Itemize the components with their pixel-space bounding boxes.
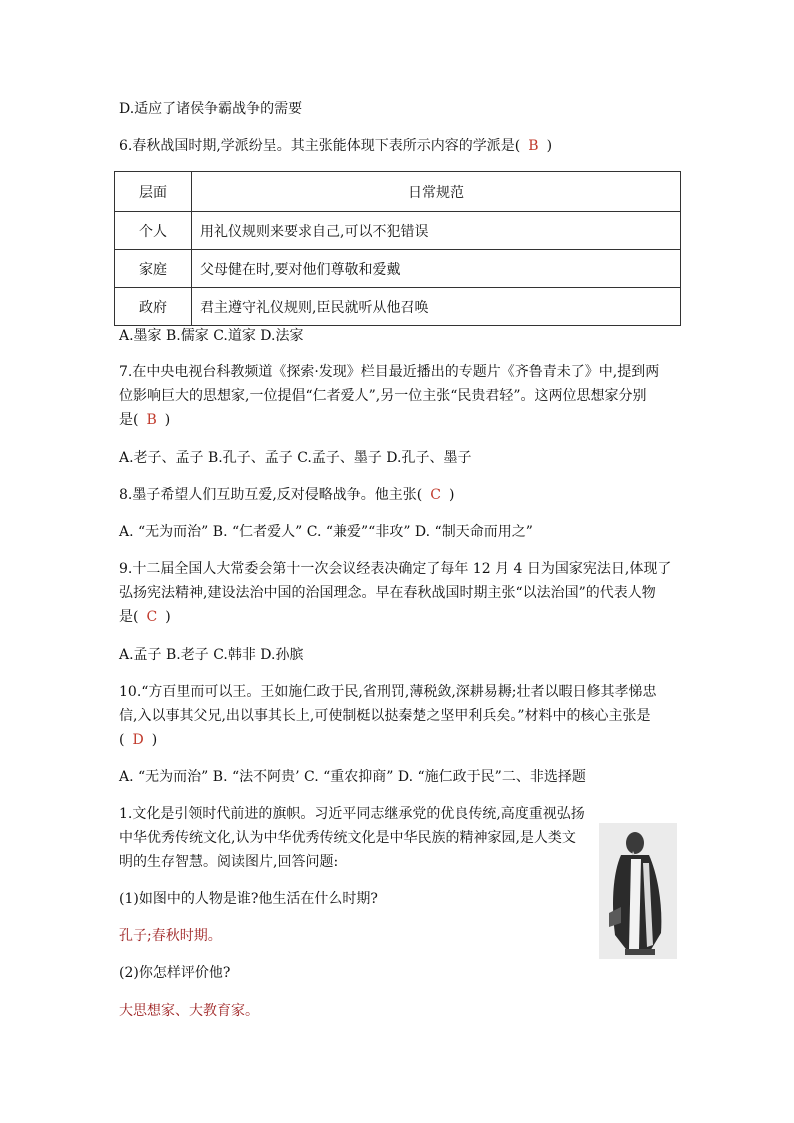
confucius-portrait bbox=[599, 823, 677, 959]
norms-table bbox=[114, 171, 681, 326]
table-cell-norm: 君主遵守礼仪规则,臣民就听从他召唤 bbox=[192, 288, 681, 326]
question-6 bbox=[119, 136, 552, 156]
question-8-close: ) bbox=[449, 487, 455, 503]
question-6-options: A.墨家 B.儒家 C.道家 D.法家 bbox=[119, 328, 304, 344]
table-header-row bbox=[115, 172, 681, 212]
option-d-line: D.适应了诸侯争霸战争的需要 bbox=[119, 101, 303, 117]
question-10-text: ( bbox=[119, 732, 125, 748]
sub-answer-2: 大思想家、大教育家。 bbox=[119, 1003, 259, 1019]
question-10-line-2: 信,入以事其父兄,出以事其长上,可使制梃以挞秦楚之坚甲利兵矣。”材料中的核心主张是 bbox=[119, 708, 651, 724]
section-2-q1-line-2: 中华优秀传统文化,认为中华优秀传统文化是中华民族的精神家园,是人类文 bbox=[119, 830, 576, 846]
question-9-line-3 bbox=[119, 607, 171, 627]
question-9-text: 是( bbox=[119, 609, 139, 625]
table-cell-level: 家庭 bbox=[115, 250, 192, 288]
sub-question-1: (1)如图中的人物是谁?他生活在什么时期? bbox=[119, 891, 378, 907]
question-8-answer: C bbox=[430, 487, 441, 503]
confucius-figure-icon bbox=[599, 823, 677, 959]
question-10-line-1: 10.“方百里而可以王。王如施仁政于民,省刑罚,薄税敛,深耕易耨;壮者以暇日修其孝悌忠 bbox=[119, 684, 657, 700]
question-10-options: A. “无为而治” B. “法不阿贵’ C. “重农抑商” D. “施仁政于民”二、非选择题 bbox=[119, 769, 586, 785]
question-9-answer: C bbox=[146, 609, 158, 625]
question-8-options: A. “无为而治” B. “仁者爱人” C. “兼爱”“非攻” D. “制天命而用之” bbox=[119, 524, 533, 540]
table-header-level: 层面 bbox=[115, 172, 192, 212]
section-2-q1-line-1: 1.文化是引领时代前进的旗帜。习近平同志继承党的优良传统,高度重视弘扬 bbox=[119, 806, 585, 822]
question-7-answer: B bbox=[146, 412, 157, 428]
question-9-close: ) bbox=[165, 609, 171, 625]
table-cell-level: 个人 bbox=[115, 212, 192, 250]
question-9-line-2: 弘扬宪法精神,建设法治中国的治国理念。早在春秋战国时期主张“以法治国”的代表人物 bbox=[119, 585, 656, 601]
sub-question-2: (2)你怎样评价他? bbox=[119, 965, 231, 981]
table-cell-norm: 用礼仪规则来要求自己,可以不犯错误 bbox=[192, 212, 681, 250]
question-10-close: ) bbox=[151, 732, 158, 748]
question-9-options: A.孟子 B.老子 C.韩非 D.孙膑 bbox=[119, 647, 304, 663]
question-7-line-1: 7.在中央电视台科教频道《探索·发现》栏目最近播出的专题片《齐鲁青未了》中,提到两 bbox=[119, 364, 660, 380]
question-7-options: A.老子、孟子 B.孔子、孟子 C.孟子、墨子 D.孔子、墨子 bbox=[119, 450, 472, 466]
table-header-norms: 日常规范 bbox=[192, 172, 681, 212]
sub-answer-1: 孔子;春秋时期。 bbox=[119, 928, 222, 944]
table-row bbox=[115, 288, 681, 326]
question-6-close: ) bbox=[546, 138, 553, 154]
question-7-line-2: 位影响巨大的思想家,一位提倡“仁者爱人”,另一位主张“民贵君轻”。这两位思想家分别 bbox=[119, 388, 647, 404]
table-row bbox=[115, 212, 681, 250]
question-8 bbox=[119, 485, 454, 505]
table-cell-norm: 父母健在时,要对他们尊敬和爱戴 bbox=[192, 250, 681, 288]
question-7-text: 是( bbox=[119, 412, 139, 428]
section-2-q1-line-3: 明的生存智慧。阅读图片,回答问题: bbox=[119, 854, 339, 870]
question-10-line-3 bbox=[119, 730, 157, 750]
question-6-answer: B bbox=[528, 138, 539, 154]
question-7-line-3 bbox=[119, 410, 170, 430]
question-7-close: ) bbox=[164, 412, 171, 428]
question-6-text: 6.春秋战国时期,学派纷呈。其主张能体现下表所示内容的学派是( bbox=[119, 138, 521, 154]
question-10-answer: D bbox=[132, 732, 144, 748]
question-9-line-1: 9.十二届全国人大常委会第十一次会议经表决确定了每年 12 月 4 日为国家宪法日,体现了 bbox=[119, 561, 672, 577]
table-row bbox=[115, 250, 681, 288]
question-8-text: 8.墨子希望人们互助互爱,反对侵略战争。他主张( bbox=[119, 487, 423, 503]
table-cell-level: 政府 bbox=[115, 288, 192, 326]
